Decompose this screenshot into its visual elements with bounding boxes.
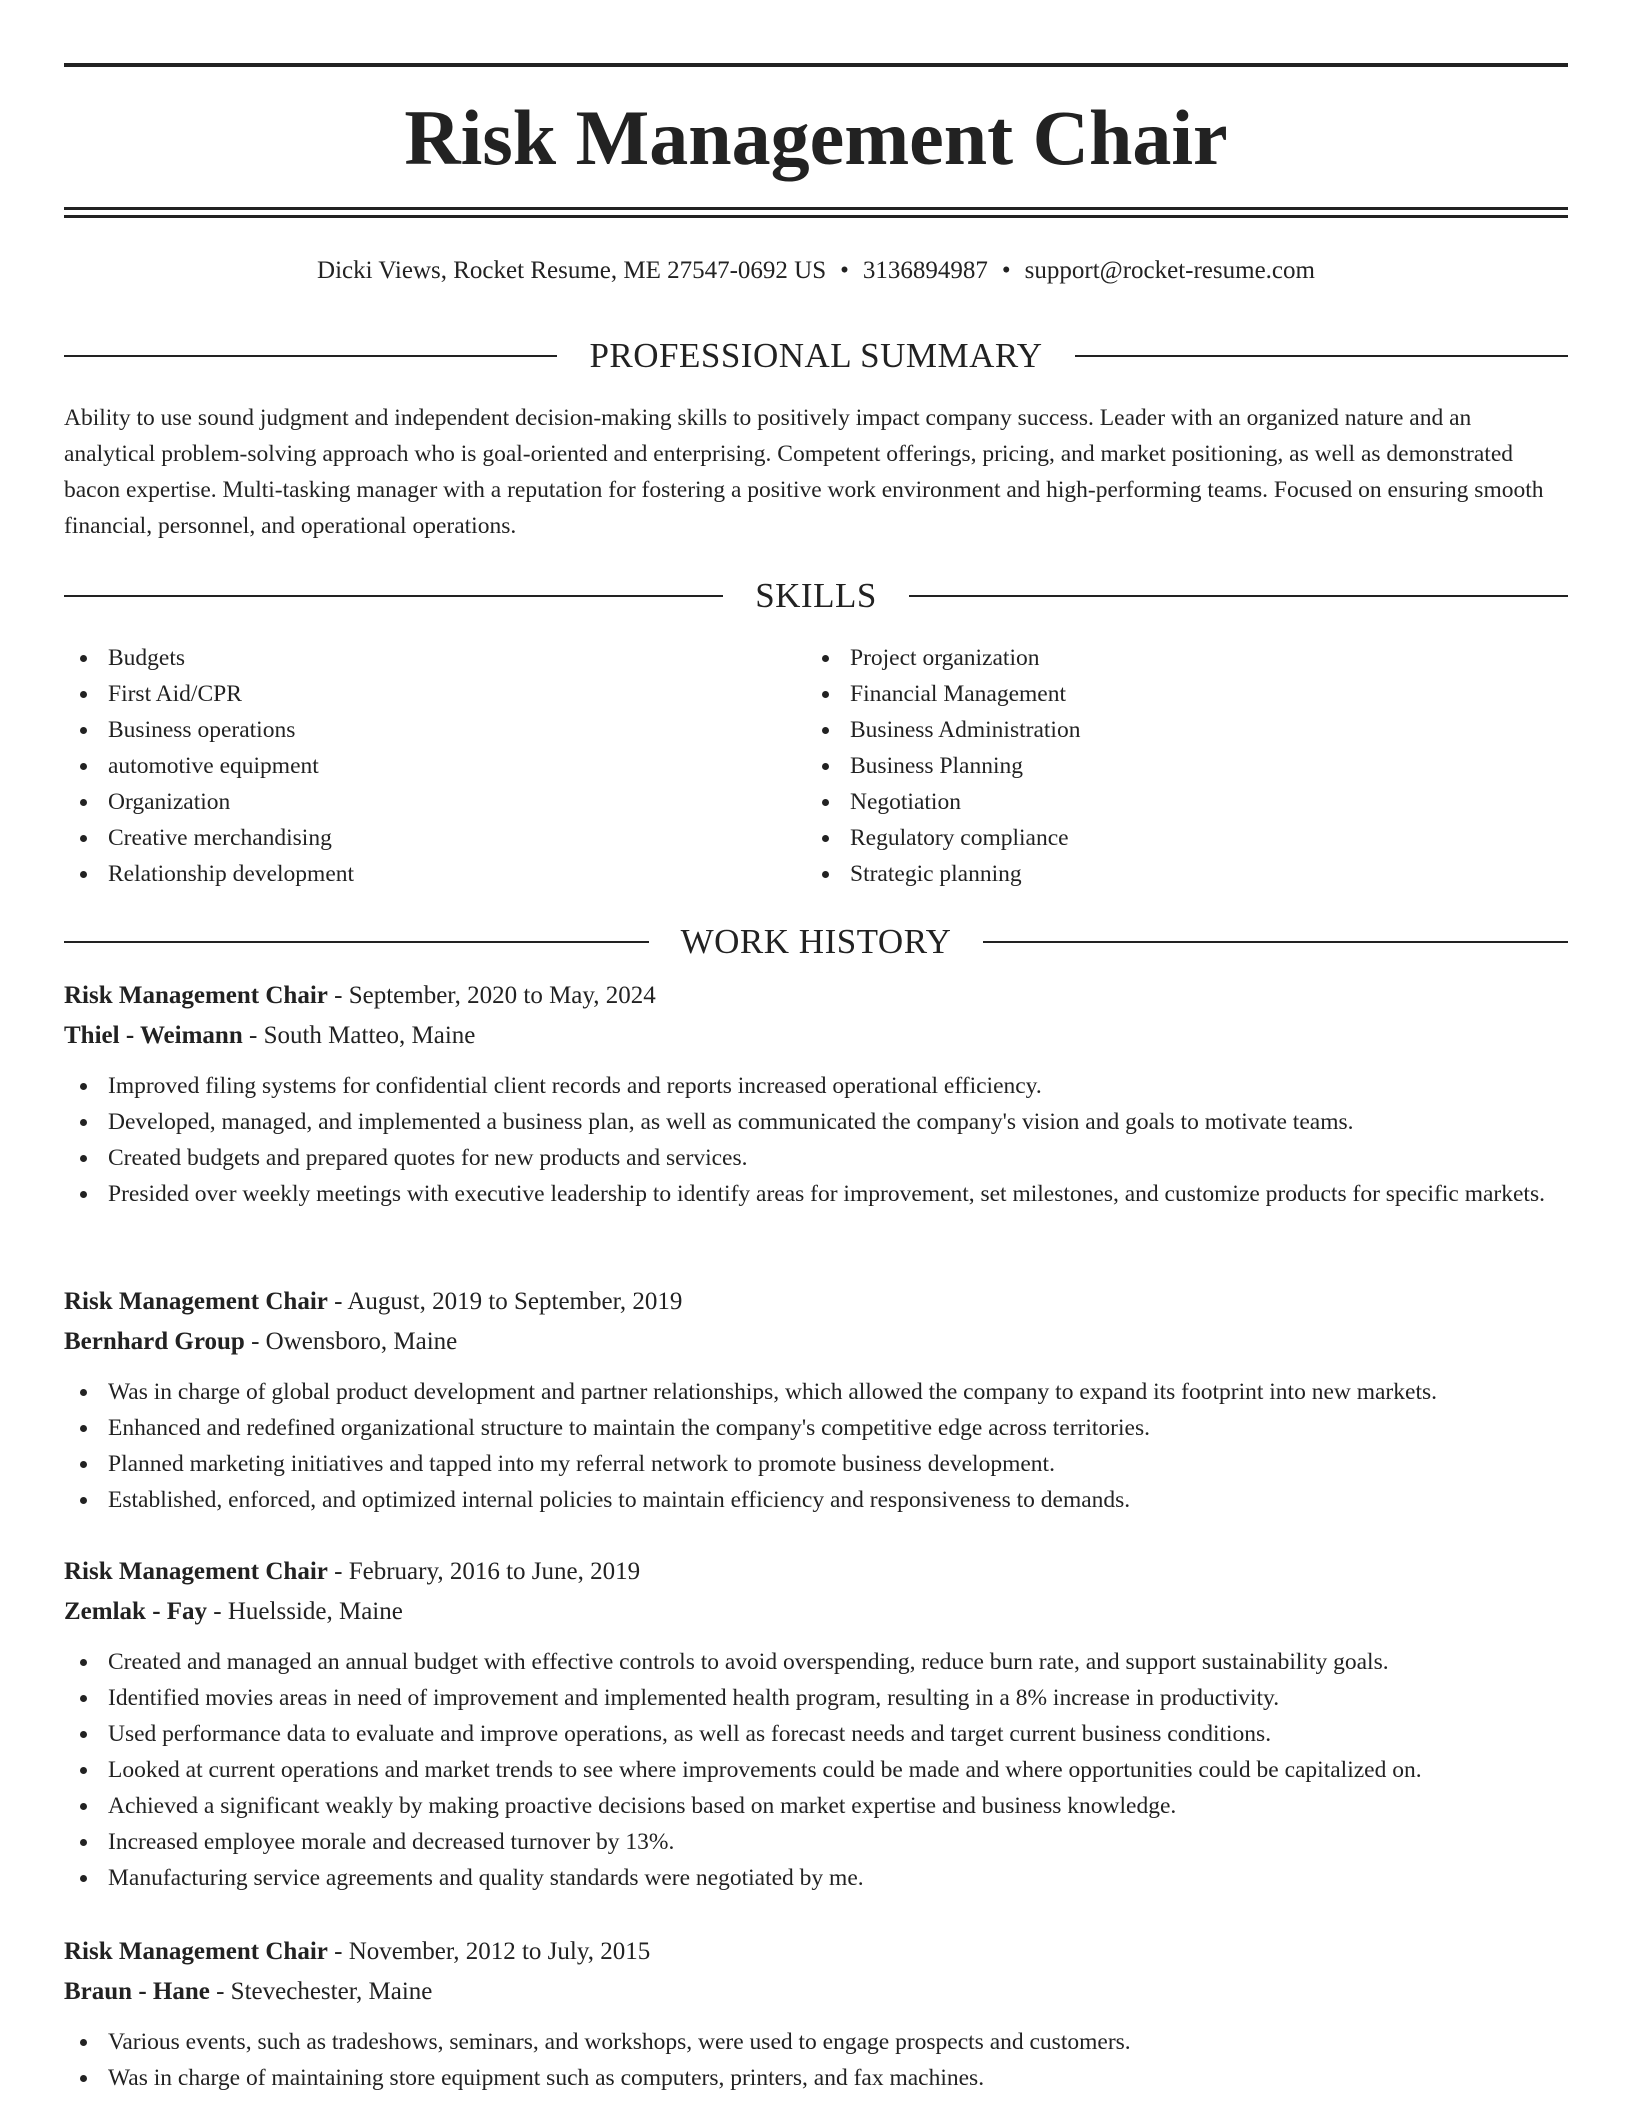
job-company: Zemlak - Fay [64, 1598, 208, 1625]
job-title-line [64, 976, 1568, 1016]
job-bullet: Created budgets and prepared quotes for new products and services. [64, 1140, 1568, 1176]
skill-item: Business Planning [806, 748, 1546, 784]
skill-item: Budgets [64, 640, 804, 676]
job-bullet: Various events, such as tradeshows, seminars, and workshops, were used to engage prospects and customers. [64, 2024, 1568, 2060]
job-title: Risk Management Chair [64, 1558, 328, 1585]
job-dates: - September, 2020 to May, 2024 [334, 982, 656, 1009]
heading-rule-right [1075, 355, 1568, 357]
job-entry [64, 1552, 1568, 1896]
job-location: - South Matteo, Maine [249, 1022, 476, 1049]
skills-heading-label: SKILLS [755, 576, 877, 615]
job-bullet: Was in charge of maintaining store equipment such as computers, printers, and fax machines. [64, 2060, 1568, 2096]
job-entry [64, 976, 1568, 1212]
skills-heading [64, 574, 1568, 618]
job-bullets [64, 1374, 1568, 1518]
job-dates: - August, 2019 to September, 2019 [334, 1288, 683, 1315]
work-heading-label: WORK HISTORY [680, 922, 952, 961]
skill-item: Creative merchandising [64, 820, 804, 856]
contact-address: Dicki Views, Rocket Resume, ME 27547-0692 US [317, 257, 827, 284]
job-title: Risk Management Chair [64, 1938, 328, 1965]
skill-item: Strategic planning [806, 856, 1546, 892]
job-bullet: Presided over weekly meetings with executive leadership to identify areas for improvement, set milestones, and customize products for specific markets. [64, 1176, 1568, 1212]
job-bullet: Was in charge of global product development and partner relationships, which allowed the company to expand its footprint into new markets. [64, 1374, 1568, 1410]
job-title-line [64, 1282, 1568, 1322]
job-title-line [64, 1932, 1568, 1972]
contact-email: support@rocket-resume.com [1024, 257, 1315, 284]
skill-item: Business operations [64, 712, 804, 748]
work-heading [64, 920, 1568, 964]
job-company: Bernhard Group [64, 1328, 245, 1355]
summary-heading [64, 334, 1568, 378]
job-bullet: Looked at current operations and market trends to see where improvements could be made and where opportunities could be capitalized on. [64, 1752, 1568, 1788]
job-entry [64, 1282, 1568, 1518]
skills-list-left [64, 640, 804, 892]
job-location: - Stevechester, Maine [216, 1978, 433, 2005]
contact-line [64, 254, 1568, 288]
job-bullet: Identified movies areas in need of improvement and implemented health program, resulting in a 8% increase in productivity. [64, 1680, 1568, 1716]
resume-title: Risk Management Chair [404, 94, 1228, 181]
job-entry [64, 1932, 1568, 2096]
heading-rule-left [64, 355, 557, 357]
skill-item: First Aid/CPR [64, 676, 804, 712]
job-title: Risk Management Chair [64, 1288, 328, 1315]
job-bullet: Created and managed an annual budget with effective controls to avoid overspending, reduce burn rate, and support sustainability goals. [64, 1644, 1568, 1680]
title-rule-upper [64, 207, 1568, 210]
contact-separator: • [1001, 257, 1011, 284]
job-bullet: Established, enforced, and optimized internal policies to maintain efficiency and responsiveness to demands. [64, 1482, 1568, 1518]
job-bullet: Planned marketing initiatives and tapped into my referral network to promote business development. [64, 1446, 1568, 1482]
skill-item: Financial Management [806, 676, 1546, 712]
contact-phone: 3136894987 [862, 257, 988, 284]
job-bullet: Enhanced and redefined organizational structure to maintain the company's competitive edge across territories. [64, 1410, 1568, 1446]
job-location: - Owensboro, Maine [251, 1328, 458, 1355]
job-location: - Huelsside, Maine [213, 1598, 403, 1625]
job-dates: - February, 2016 to June, 2019 [334, 1558, 641, 1585]
heading-rule-right [909, 595, 1568, 597]
skill-item: Negotiation [806, 784, 1546, 820]
skill-item: Business Administration [806, 712, 1546, 748]
skill-item: Project organization [806, 640, 1546, 676]
job-company: Braun - Hane [64, 1978, 210, 2005]
job-bullet: Developed, managed, and implemented a business plan, as well as communicated the company's vision and goals to motivate teams. [64, 1104, 1568, 1140]
job-company: Thiel - Weimann [64, 1022, 243, 1049]
job-title-line [64, 1552, 1568, 1592]
heading-rule-left [64, 595, 723, 597]
job-bullets [64, 1068, 1568, 1212]
job-company-line [64, 1016, 1568, 1056]
job-bullets [64, 2024, 1568, 2096]
summary-text: Ability to use sound judgment and independent decision-making skills to positively impact company success. Leader with an organized nature and an analytical problem-solving approach who is goal-oriented and enterprising. Competent offerings, pricing, and market positioning, as well as demonstrated bacon expertise. Multi-tasking manager with a reputation for fostering a positive work environment and high-performing teams. Focused on ensuring smooth financial, personnel, and operational operations. [64, 405, 1544, 539]
title-rule-lower [64, 215, 1568, 218]
heading-rule-left [64, 941, 649, 943]
summary-heading-label: PROFESSIONAL SUMMARY [589, 336, 1043, 375]
job-bullet: Increased employee morale and decreased turnover by 13%. [64, 1824, 1568, 1860]
skill-item: Regulatory compliance [806, 820, 1546, 856]
job-dates: - November, 2012 to July, 2015 [334, 1938, 651, 1965]
job-company-line [64, 1322, 1568, 1362]
skills-list-right [806, 640, 1546, 892]
job-company-line [64, 1972, 1568, 2012]
heading-rule-right [983, 941, 1568, 943]
skill-item: Organization [64, 784, 804, 820]
skill-item: automotive equipment [64, 748, 804, 784]
job-title: Risk Management Chair [64, 982, 328, 1009]
job-bullet: Improved filing systems for confidential client records and reports increased operational efficiency. [64, 1068, 1568, 1104]
job-bullets [64, 1644, 1568, 1896]
contact-separator: • [840, 257, 849, 284]
job-company-line [64, 1592, 1568, 1632]
job-bullet: Used performance data to evaluate and improve operations, as well as forecast needs and target current business conditions. [64, 1716, 1568, 1752]
top-rule [64, 63, 1568, 67]
job-bullet: Manufacturing service agreements and quality standards were negotiated by me. [64, 1860, 1568, 1896]
job-bullet: Achieved a significant weakly by making proactive decisions based on market expertise and business knowledge. [64, 1788, 1568, 1824]
skill-item: Relationship development [64, 856, 804, 892]
